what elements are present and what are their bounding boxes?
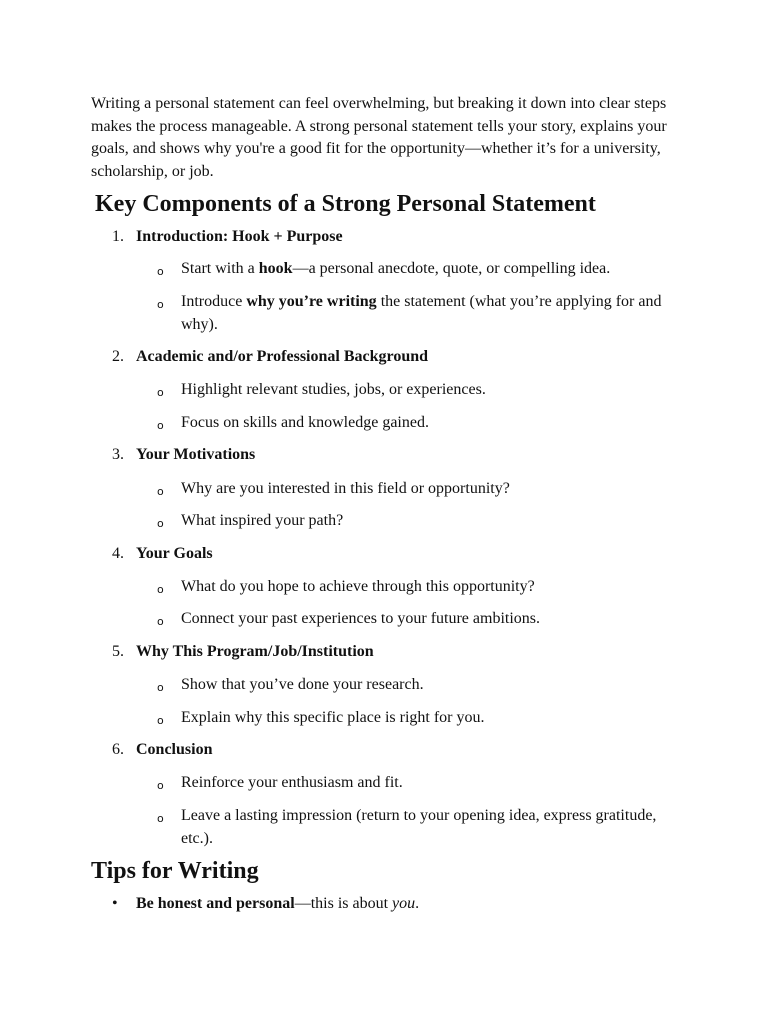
intro-paragraph: Writing a personal statement can feel overwhelming, but breaking it down into clear steps makes the process manageable. A strong personal statement tells your story, explains your goals, and shows why you're a good fit for the opportunity—whether it’s for a university, scholarship, or job. [91, 95, 667, 180]
item-title: Your Motivations [136, 446, 256, 463]
item-number: 3. [112, 446, 124, 463]
sub-bullet-text: Connect your past experiences to your future ambitions. [181, 610, 541, 627]
sub-bullet-text: Start with a hook—a personal anecdote, quote, or compelling idea. [181, 260, 611, 277]
item-number: 6. [112, 741, 124, 758]
key-components-heading: Key Components of a Strong Personal Statement [95, 191, 596, 217]
circle-bullet-icon: o [157, 714, 164, 727]
sub-bullet-text: Highlight relevant studies, jobs, or experiences. [181, 381, 486, 398]
sub-bullet-text: What inspired your path? [181, 512, 344, 529]
item-number: 5. [112, 643, 124, 660]
circle-bullet-icon: o [157, 681, 164, 694]
sub-bullet-text: Leave a lasting impression (return to your opening idea, express gratitude, etc.). [181, 807, 657, 847]
circle-bullet-icon: o [157, 265, 164, 278]
item-title: Your Goals [136, 545, 213, 562]
circle-bullet-icon: o [157, 419, 164, 432]
sub-bullet-text: Introduce why you’re writing the statement (what you’re applying for and why). [181, 293, 662, 333]
circle-bullet-icon: o [157, 583, 164, 596]
item-title: Academic and/or Professional Background [136, 348, 429, 365]
circle-bullet-icon: o [157, 485, 164, 498]
item-title: Why This Program/Job/Institution [136, 643, 374, 660]
circle-bullet-icon: o [157, 298, 164, 311]
sub-bullet-text: Show that you’ve done your research. [181, 676, 424, 693]
item-title: Conclusion [136, 741, 213, 758]
sub-bullet-text: Focus on skills and knowledge gained. [181, 414, 429, 431]
sub-bullet-text: Explain why this specific place is right for you. [181, 709, 485, 726]
circle-bullet-icon: o [157, 386, 164, 399]
circle-bullet-icon: o [157, 517, 164, 530]
item-title: Introduction: Hook + Purpose [136, 228, 343, 245]
item-number: 2. [112, 348, 124, 365]
circle-bullet-icon: o [157, 812, 164, 825]
bullet-dot-icon: • [112, 895, 118, 912]
sub-bullet-text: Why are you interested in this field or opportunity? [181, 480, 510, 497]
tips-heading: Tips for Writing [91, 858, 259, 884]
item-number: 1. [112, 228, 124, 245]
tip-text: Be honest and personal—this is about you. [136, 895, 420, 912]
sub-bullet-text: What do you hope to achieve through this opportunity? [181, 578, 535, 595]
sub-bullet-text: Reinforce your enthusiasm and fit. [181, 774, 403, 791]
circle-bullet-icon: o [157, 615, 164, 628]
circle-bullet-icon: o [157, 779, 164, 792]
item-number: 4. [112, 545, 124, 562]
